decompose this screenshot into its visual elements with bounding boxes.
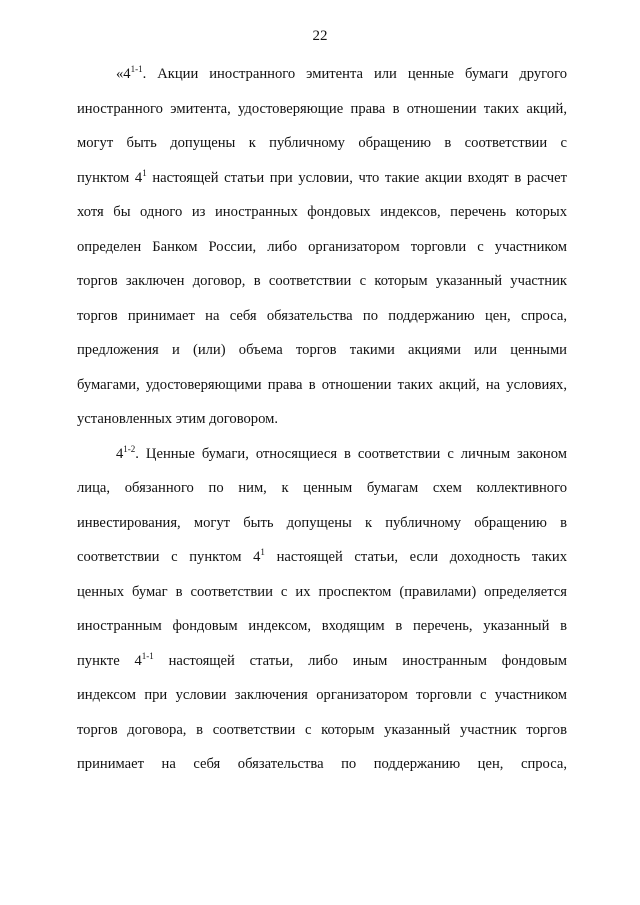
text-run: настоящей статьи при условии, что такие акции входят в расчет xyxy=(146,169,567,186)
text-run: торгов заключен договор, в соответствии с которым указанный участник xyxy=(77,273,567,289)
text-run: пунктом 4 xyxy=(77,169,143,186)
superscript: 1 xyxy=(142,167,147,178)
text-line xyxy=(77,333,567,368)
text-run: иностранного эмитента, удостоверяющие права в отношении таких акций, xyxy=(77,100,567,117)
superscript: 1-1 xyxy=(130,64,143,74)
text-run: хотя бы одного из иностранных фондовых индексов, перечень которых xyxy=(77,204,567,220)
text-line xyxy=(77,126,567,161)
text-line xyxy=(77,437,567,472)
text-line xyxy=(77,368,567,403)
text-run: установленных этим договором. xyxy=(77,411,279,427)
text-run: лица, обязанного по ним, к ценным бумагам схем коллективного xyxy=(77,480,567,496)
superscript: 1-2 xyxy=(123,443,136,454)
text-line xyxy=(77,57,567,92)
page-number: 22 xyxy=(312,28,328,44)
text-line xyxy=(77,471,567,506)
text-run: торгов договора, в соответствии с которым указанный участник торгов xyxy=(77,721,567,738)
text-run: индексом при условии заключения организатором торговли с участником xyxy=(77,687,567,703)
text-run: определен Банком России, либо организатором торговли с участником xyxy=(77,238,567,255)
text-line xyxy=(77,402,567,437)
text-line xyxy=(77,161,567,196)
text-run: инвестирования, могут быть допущены к публичному обращению в xyxy=(77,514,567,531)
text-run: настоящей статьи, либо иным иностранным фондовым xyxy=(153,652,567,669)
text-run: пункте 4 xyxy=(77,652,142,669)
text-line xyxy=(77,713,567,748)
text-run: иностранным фондовым индексом, входящим в перечень, указанный в xyxy=(77,618,567,634)
text-run: ценных бумаг в соответствии с их проспектом (правилами) определяется xyxy=(77,583,567,600)
text-line xyxy=(77,678,567,713)
text-line xyxy=(77,540,567,575)
text-line xyxy=(77,575,567,610)
text-run: принимает на себя обязательства по поддержанию цен, спроса, xyxy=(77,756,567,772)
text-line xyxy=(77,644,567,679)
text-line xyxy=(77,299,567,334)
text-line xyxy=(77,506,567,541)
text-run: . Ценные бумаги, относящиеся в соответствии с личным законом xyxy=(135,445,567,462)
document-body xyxy=(77,57,567,782)
text-line xyxy=(77,264,567,299)
text-run: соответствии с пунктом 4 xyxy=(77,549,261,565)
text-run: настоящей статьи, если доходность таких xyxy=(264,549,567,565)
text-run: «4 xyxy=(116,66,131,82)
text-run: предложения и (или) объема торгов такими акциями или ценными xyxy=(77,342,567,358)
text-line xyxy=(77,195,567,230)
text-run: бумагами, удостоверяющими права в отношении таких акций, на условиях, xyxy=(77,376,567,393)
text-run: торгов принимает на себя обязательства по поддержанию цен, спроса, xyxy=(77,307,567,324)
superscript: 1-1 xyxy=(141,650,154,661)
text-run: могут быть допущены к публичному обращению в соответствии с xyxy=(77,135,567,151)
text-line xyxy=(77,230,567,265)
superscript: 1 xyxy=(260,547,265,557)
text-line xyxy=(77,609,567,644)
text-run: 4 xyxy=(116,445,124,462)
text-line xyxy=(77,747,567,782)
text-line xyxy=(77,92,567,127)
text-run: . Акции иностранного эмитента или ценные бумаги другого xyxy=(142,66,567,82)
